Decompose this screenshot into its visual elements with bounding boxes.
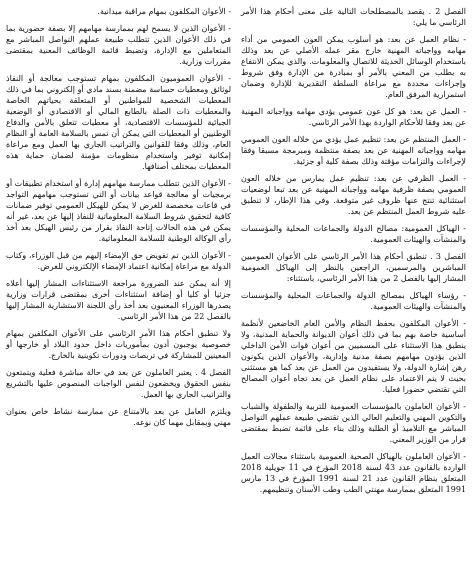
paragraph: - الأعوان الذين لا يسمح لهم بممارسة مهامهم إلا بصفة حضورية بما في ذلك الأعوان الذين تتطلب طبيعة عملهم التواصل المباشر مع المتعاملين مع الإدارة، وتضبط قائمة الوظائف المعنية بمقتضى مقررات وزارية.: [6, 24, 231, 66]
paragraph: الفصل 4 . يعتبر العاملون عن بعد في حالة مباشرة فعلية ويتمتعون بنفس الحقوق ويخضعون لنفس الواجبات المنصوص عليها بالتشريع والتراتيب الجاري بها العمل.: [6, 368, 232, 399]
left-column: [6, 6, 231, 563]
paragraph: - رؤساء الهياكل بمصالح الدولة والجماعات المحلية والمؤسسات والمنشآت والهيئات العمومية.: [241, 291, 466, 311]
right-column: [241, 6, 466, 563]
paragraph: - الأعوان المكلفون بحفظ النظام والأمن العام الخاضعين لأنظمة أساسية خاصة بهم بما في ذلك أعوان الديوانة والحماية المدنية، ولا ينطبق هذا الاستثناء على المسميين من أعوان قوات الأمن الداخلي الذين يؤدون مهامهم بصفة مدنية وإدارية، والأعوان الذين يكونون رهن إشارة الدولة، ولا يستفيدون من العمل عن بعد كما هو مستثنى بحيث لا يتم الاعتماد على نظام العمل عن بعد تجاه أعوان المصالح التي تقتضي حضورا فعليا.: [241, 319, 466, 394]
paragraph: - الهياكل العمومية: مصالح الدولة والجماعات المحلية والمؤسسات والمنشآت والهيئات العمومية.: [241, 224, 466, 244]
paragraph: - الأعوان العموميون المكلفون بمهام تستوجب معالجة أو النفاذ لوثائق ومعطيات حساسة مضمنة بسند مادي أو إلكتروني بما في ذلك المعطيات الشخصية للمواطنين أو المتعلقة بحياتهم الخاصة والمعطيات ذات الصلة بالطابع المالي أو الاقتصادي أو الوضعية الجبائية للمؤسسات الاقتصادية، أو معطيات تتعلق بالأمن والدفاع الوطنيين أو المعطيات التي يمكن أن تمس بالسلامة العامة أو النظام العام، وذلك وفقا للقوانين والتراتيب الجاري بها العمل ومع مراعاة إمكانية توفير واستخدام منظومات مؤمنة لضمان حماية هذه المعطيات بمختلف أصنافها.: [6, 74, 231, 171]
paragraph: - الأعوان الذين تم تفويض حق الإمضاء إليهم من قبل الوزراء، وكتاب الدولة مع مراعاة إمكانية اعتماد الإمضاء الإلكتروني للغرض.: [6, 251, 231, 271]
paragraph: - الأعوان المكلفون بمهام مراقبة ميدانية.: [97, 7, 231, 16]
paragraph: إلا أنه يمكن عند الضرورة مراجعة الاستثناءات المشار إليها أعلاه جزئيا أو كليا أو إضافة استثناءات أخرى بمقتضى قرارات وزارية يصدرها الوزراء المعنيون بعد أخذ رأي اللجنة الاستشارية المشار إليها بالفصل 22 من هذا الأمر الرئاسي.: [6, 279, 231, 321]
paragraph: الفصل 2 . يقصد بالمصطلحات التالية على معنى أحكام هذا الأمر الرئاسي ما يلي:: [241, 7, 467, 27]
paragraph: ولا تنطبق أحكام هذا الأمر الرئاسي على الأعوان المكلفين بمهام خصوصية يوجبون أدون بمأموريات داخل حدود البلاد أو خارجها أو المعينين للمشاركة في تربصات ودورات تكوينية بالخارج.: [6, 329, 231, 360]
paragraph: - الأعوان العاملون بالمؤسسات العمومية للتربية والطفولة والشباب والتكوين المهني والتعليم العالي الذين تقتضي طبيعة عملهم التواصل المباشر مع التلاميذ أو الطلبة وذلك بناء على قائمة تضبط بمقتضى قرار من الوزير المعني.: [241, 402, 466, 444]
paragraph: - نظام العمل عن بعد: هو أسلوب يمكن العون العمومي من أداء مهامه وواجباته المهنية خارج مقر عمله الأصلي عن بعد وذلك باستخدام الوسائل الحديثة للاتصال والمعلومات. والذي يمكن الانتفاع به بطلب من المعني بالأمر أو بمبادرة من الإدارة وفق شروط وإجراءات محددة مع مراعاة السلطة التقديرية للإدارة وضمان استمرارية المرفق العام.: [241, 35, 466, 99]
paragraph: - العمل الظرفي عن بعد: تنظيم عمل يمارس من خلاله العون العمومي بصفة ظرفية مهامه وواجباته المهنية عن بعد تبعا لوضعيات استثنائية تنتج عنها ظروف غير متوقعة. وفي هذا الإطار، لا تنطبق عليه شروط العمل المنتظم عن بعد.: [241, 174, 466, 216]
paragraph: - العمل المنتظم عن بعد: تنظيم عمل يؤدي من خلاله العون العمومي مهامه وواجباته المهنية عن بعد بصفة منتظمة ومبرمجة مسبقا وفقا لإجراءات والتزامات مؤقتة وذلك بصفة كلية أو جزئية.: [241, 135, 466, 166]
paragraph: ويلتزم العامل عن بعد بالامتناع عن ممارسة نشاط خاص بعنوان مهني وبمقابل مهما كان نوعه.: [6, 407, 231, 427]
paragraph: الفصل 3 . تنطبق أحكام هذا الأمر الرئاسي على الأعوان العموميين المباشرين والمرسمين، الراجعين بالنظر إلى الهياكل العمومية المشار إليها بالفصل 2 من هذا الأمر الرئاسي، باستثناء:: [241, 252, 466, 283]
paragraph: - العمل عن بعد: هو كل عون عمومي يؤدي مهامه وواجباته المهنية عن بعد وفقا للأحكام الواردة بهذا الأمر الرئاسي.: [241, 107, 466, 127]
paragraph: - الأعوان الذين تتطلب ممارسة مهامهم إدارة أو استخدام تطبيقات أو برمجيات أو معالجة قواعد بيانات أو التي تستوجب مهامهم التواجد في قاعات مخصصة للغرض لا يمكن للهيكل العمومي توفير ضمانات كافية لتحقيق شروط السلامة المعلوماتية للنفاذ إليها عن بعد، غير أنه يمكن في هذه الحالات إتاحة النفاذ بقرار من رئيس الهيكل بعد أخذ رأي الوكالة الوطنية للسلامة المعلوماتية.: [6, 179, 231, 243]
paragraph: - الأعوان العاملون بالهياكل الصحية العمومية باستثناء مجالات العمل الواردة بالقانون عدد 43 لسنة 2018 المؤرخ في 11 جويلية 2018 المتعلق بنظام القانون عدد 21 لسنة 1991 المؤرخ في 13 مارس 1991 المتعلق بممارسة مهنتي الطب وطب الأسنان وتنظيمهم.: [241, 452, 466, 494]
